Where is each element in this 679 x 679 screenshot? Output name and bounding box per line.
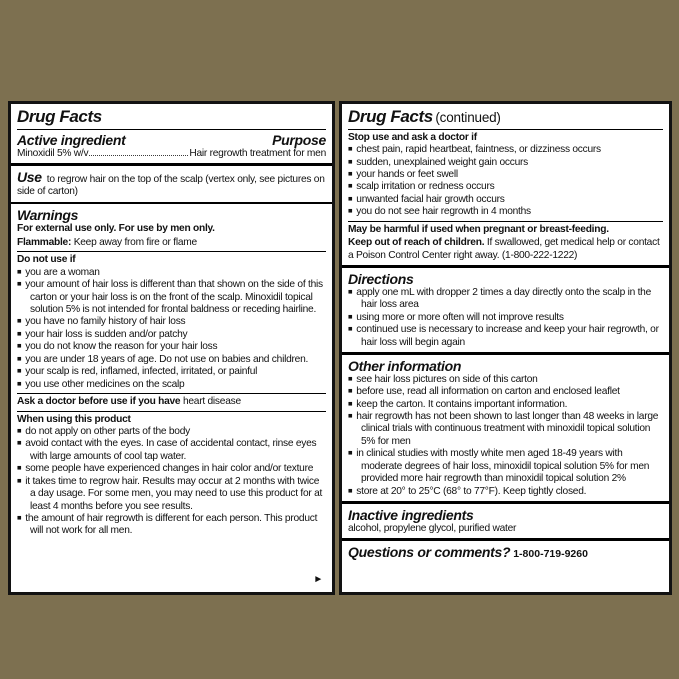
divider-thick [342,538,669,541]
do-not-use-item: ■ you are under 18 years of age. Do not use on babies and children. [17,354,326,366]
drug-facts-continued-title-row [348,108,663,127]
ask-doctor-line [17,396,326,408]
warnings-section [17,207,326,249]
ingredient-purpose: Hair regrowth treatment for men [189,147,326,159]
do-not-use-item: ■ you use other medicines on the scalp [17,379,326,391]
flammable-text: Keep away from fire or flame [73,236,197,248]
active-ingredient-section [17,132,326,161]
directions-section [348,271,663,349]
directions-item: ■ using more or more often will not improve results [348,312,663,324]
keep-out-of-reach-bold: Keep out of reach of children. [348,237,485,249]
active-ingredient-value-row [17,148,326,160]
swallowed-text: If swallowed, get medical help or contact a Poison Control Center right away. (1-800-222-1222) [348,237,660,261]
ask-doctor-bold: Ask a doctor before use if you have [17,396,181,408]
other-information-item: ■ keep the carton. It contains important information. [348,399,663,411]
dotted-leader [89,155,188,156]
inactive-ingredients-text: alcohol, propylene glycol, purified water [348,522,517,534]
other-information-item: ■ store at 20° to 25°C (68° to 77°F). Keep tightly closed. [348,486,663,498]
other-information-item: ■ before use, read all information on carton and enclosed leaflet [348,386,663,398]
divider-thin [17,393,326,394]
divider-thick [11,163,332,166]
stop-use-item: ■ unwanted facial hair growth occurs [348,194,663,206]
when-using-item: ■ do not apply on other parts of the body [17,426,326,438]
when-using-item: ■ the amount of hair regrowth is different for each person. This product will not work for all men. [17,513,326,538]
directions-item: ■ continued use is necessary to increase and keep your hair regrowth, or hair loss will begin again [348,324,663,349]
stop-use-item: ■ sudden, unexplained weight gain occurs [348,157,663,169]
stop-use-item: ■ you do not see hair regrowth in 4 months [348,206,663,218]
other-information-section [348,358,663,498]
stop-use-item: ■ chest pain, rapid heartbeat, faintness, or dizziness occurs [348,144,663,156]
other-information-item: ■ see hair loss pictures on side of this carton [348,374,663,386]
keep-out-of-reach-line [348,237,663,262]
do-not-use-item: ■ your amount of hair loss is different than that shown on the side of this carton or your hair loss is on the front of the scalp. Minoxidil topical solution 5% is not intended for frontal baldness or receding hairline. [17,279,326,316]
do-not-use-item: ■ you do not know the reason for your hair loss [17,341,326,353]
directions-list [348,287,663,349]
inactive-ingredients-heading: Inactive ingredients [348,506,474,523]
do-not-use-item: ■ your scalp is red, inflamed, infected, irritated, or painful [17,366,326,378]
other-information-item: ■ in clinical studies with mostly white men aged 18-49 years with moderate degrees of hair loss, minoxidil topical solution 5% for men provided more hair regrowth than minoxidil topical solution 2% [348,448,663,485]
directions-heading: Directions [348,270,414,287]
when-using-list [17,426,326,538]
active-ingredient-heading: Active ingredient [17,131,126,148]
questions-phone-number: 1-800-719-9260 [513,547,588,560]
drug-facts-panel-left [8,101,335,595]
purpose-heading: Purpose [272,131,326,148]
questions-heading: Questions or comments? [348,543,511,560]
stop-use-item: ■ your hands or feet swell [348,169,663,181]
harmful-warning-section [348,224,663,262]
divider-thin [348,221,663,222]
do-not-use-item: ■ you are a woman [17,267,326,279]
ingredient-name: Minoxidil 5% w/v [17,147,89,159]
inactive-ingredients-section [348,507,663,536]
when-using-item: ■ some people have experienced changes in hair color and/or texture [17,463,326,475]
stop-use-list [348,144,663,219]
warnings-line-external-use: For external use only. For use by men only. [17,223,215,235]
divider-thin [17,129,326,130]
continued-suffix: (continued) [435,110,501,125]
divider-thin [348,129,663,130]
divider-thick [342,352,669,355]
active-ingredient-header-row [17,132,326,148]
do-not-use-item: ■ your hair loss is sudden and/or patchy [17,329,326,341]
drug-facts-panel-right [339,101,672,595]
stop-use-heading: Stop use and ask a doctor if [348,131,477,143]
drug-facts-continued-title: Drug Facts [348,107,433,126]
use-heading: Use [17,168,42,185]
use-text: to regrow hair on the top of the scalp (vertex only, see pictures on side of carton) [17,173,325,198]
when-using-section [17,414,326,538]
other-information-heading: Other information [348,357,462,374]
when-using-item: ■ it takes time to regrow hair. Results may occur at 2 months with twice a day usage. For some men, you may need to use this product for at least 4 months before you see results. [17,476,326,513]
divider-thick [342,265,669,268]
stop-use-item: ■ scalp irritation or redness occurs [348,181,663,193]
divider-thick [11,202,332,205]
flammable-label: Flammable: [17,236,72,248]
do-not-use-heading: Do not use if [17,254,76,266]
do-not-use-section [17,254,326,391]
do-not-use-list [17,267,326,391]
other-information-list [348,374,663,498]
questions-section [348,544,663,561]
ask-doctor-section [17,396,326,408]
drug-facts-title: Drug Facts [17,107,102,126]
use-section [17,169,326,199]
when-using-item: ■ avoid contact with the eyes. In case of accidental contact, rinse eyes with large amounts of cool tap water. [17,438,326,463]
continued-arrow-icon: ► [313,574,323,585]
divider-thin [17,251,326,252]
divider-thin [17,411,326,412]
when-using-heading: When using this product [17,413,131,425]
other-information-item: ■ hair regrowth has not been shown to last longer than 48 weeks in large clinical trials with continuous treatment with minoxidil topical solution 5% for men [348,411,663,448]
directions-item: ■ apply one mL with dropper 2 times a day directly onto the scalp in the hair loss area [348,287,663,312]
divider-thick [342,501,669,504]
do-not-use-item: ■ you have no family history of hair loss [17,316,326,328]
warnings-line-flammable [17,237,326,249]
warnings-heading: Warnings [17,207,79,224]
ask-doctor-text: heart disease [182,396,241,408]
stop-use-section [348,132,663,219]
use-paragraph [17,169,326,199]
harmful-line: May be harmful if used when pregnant or breast-feeding. [348,223,609,235]
